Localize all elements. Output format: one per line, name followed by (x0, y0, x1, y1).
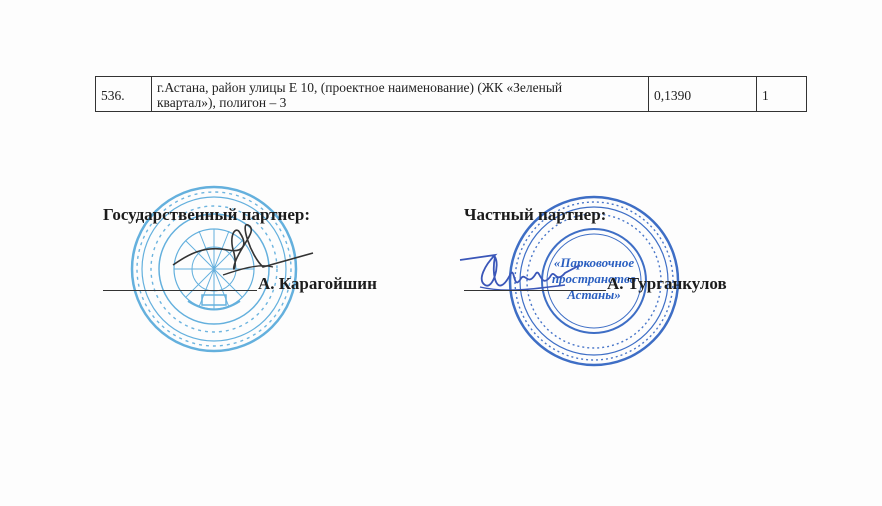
address-line-2: квартал»), полигон – 3 (157, 95, 287, 110)
parcel-table-row (95, 76, 807, 112)
private-signature (455, 245, 585, 315)
seal-center-line-3: Астаны» (567, 287, 621, 302)
private-signature-line (464, 290, 606, 291)
state-signature-line (103, 290, 257, 291)
address-cell (152, 77, 649, 111)
count-cell: 1 (762, 88, 769, 103)
address-line-1: г.Астана, район улицы Е 10, (проектное наименование) (ЖК «Зеленый (157, 80, 563, 95)
state-partner-name: А. Карагойшин (258, 274, 377, 293)
seal-center-line-1: «Парковочное (553, 255, 635, 270)
seal-center-line-2: пространство (551, 271, 637, 286)
private-partner-name: А. Турганкулов (607, 274, 727, 293)
private-partner-label: Частный партнер: (464, 205, 607, 224)
area-cell: 0,1390 (649, 77, 757, 111)
state-partner-label: Государственный партнер: (103, 205, 310, 224)
row-number-cell: 536. (96, 77, 152, 111)
